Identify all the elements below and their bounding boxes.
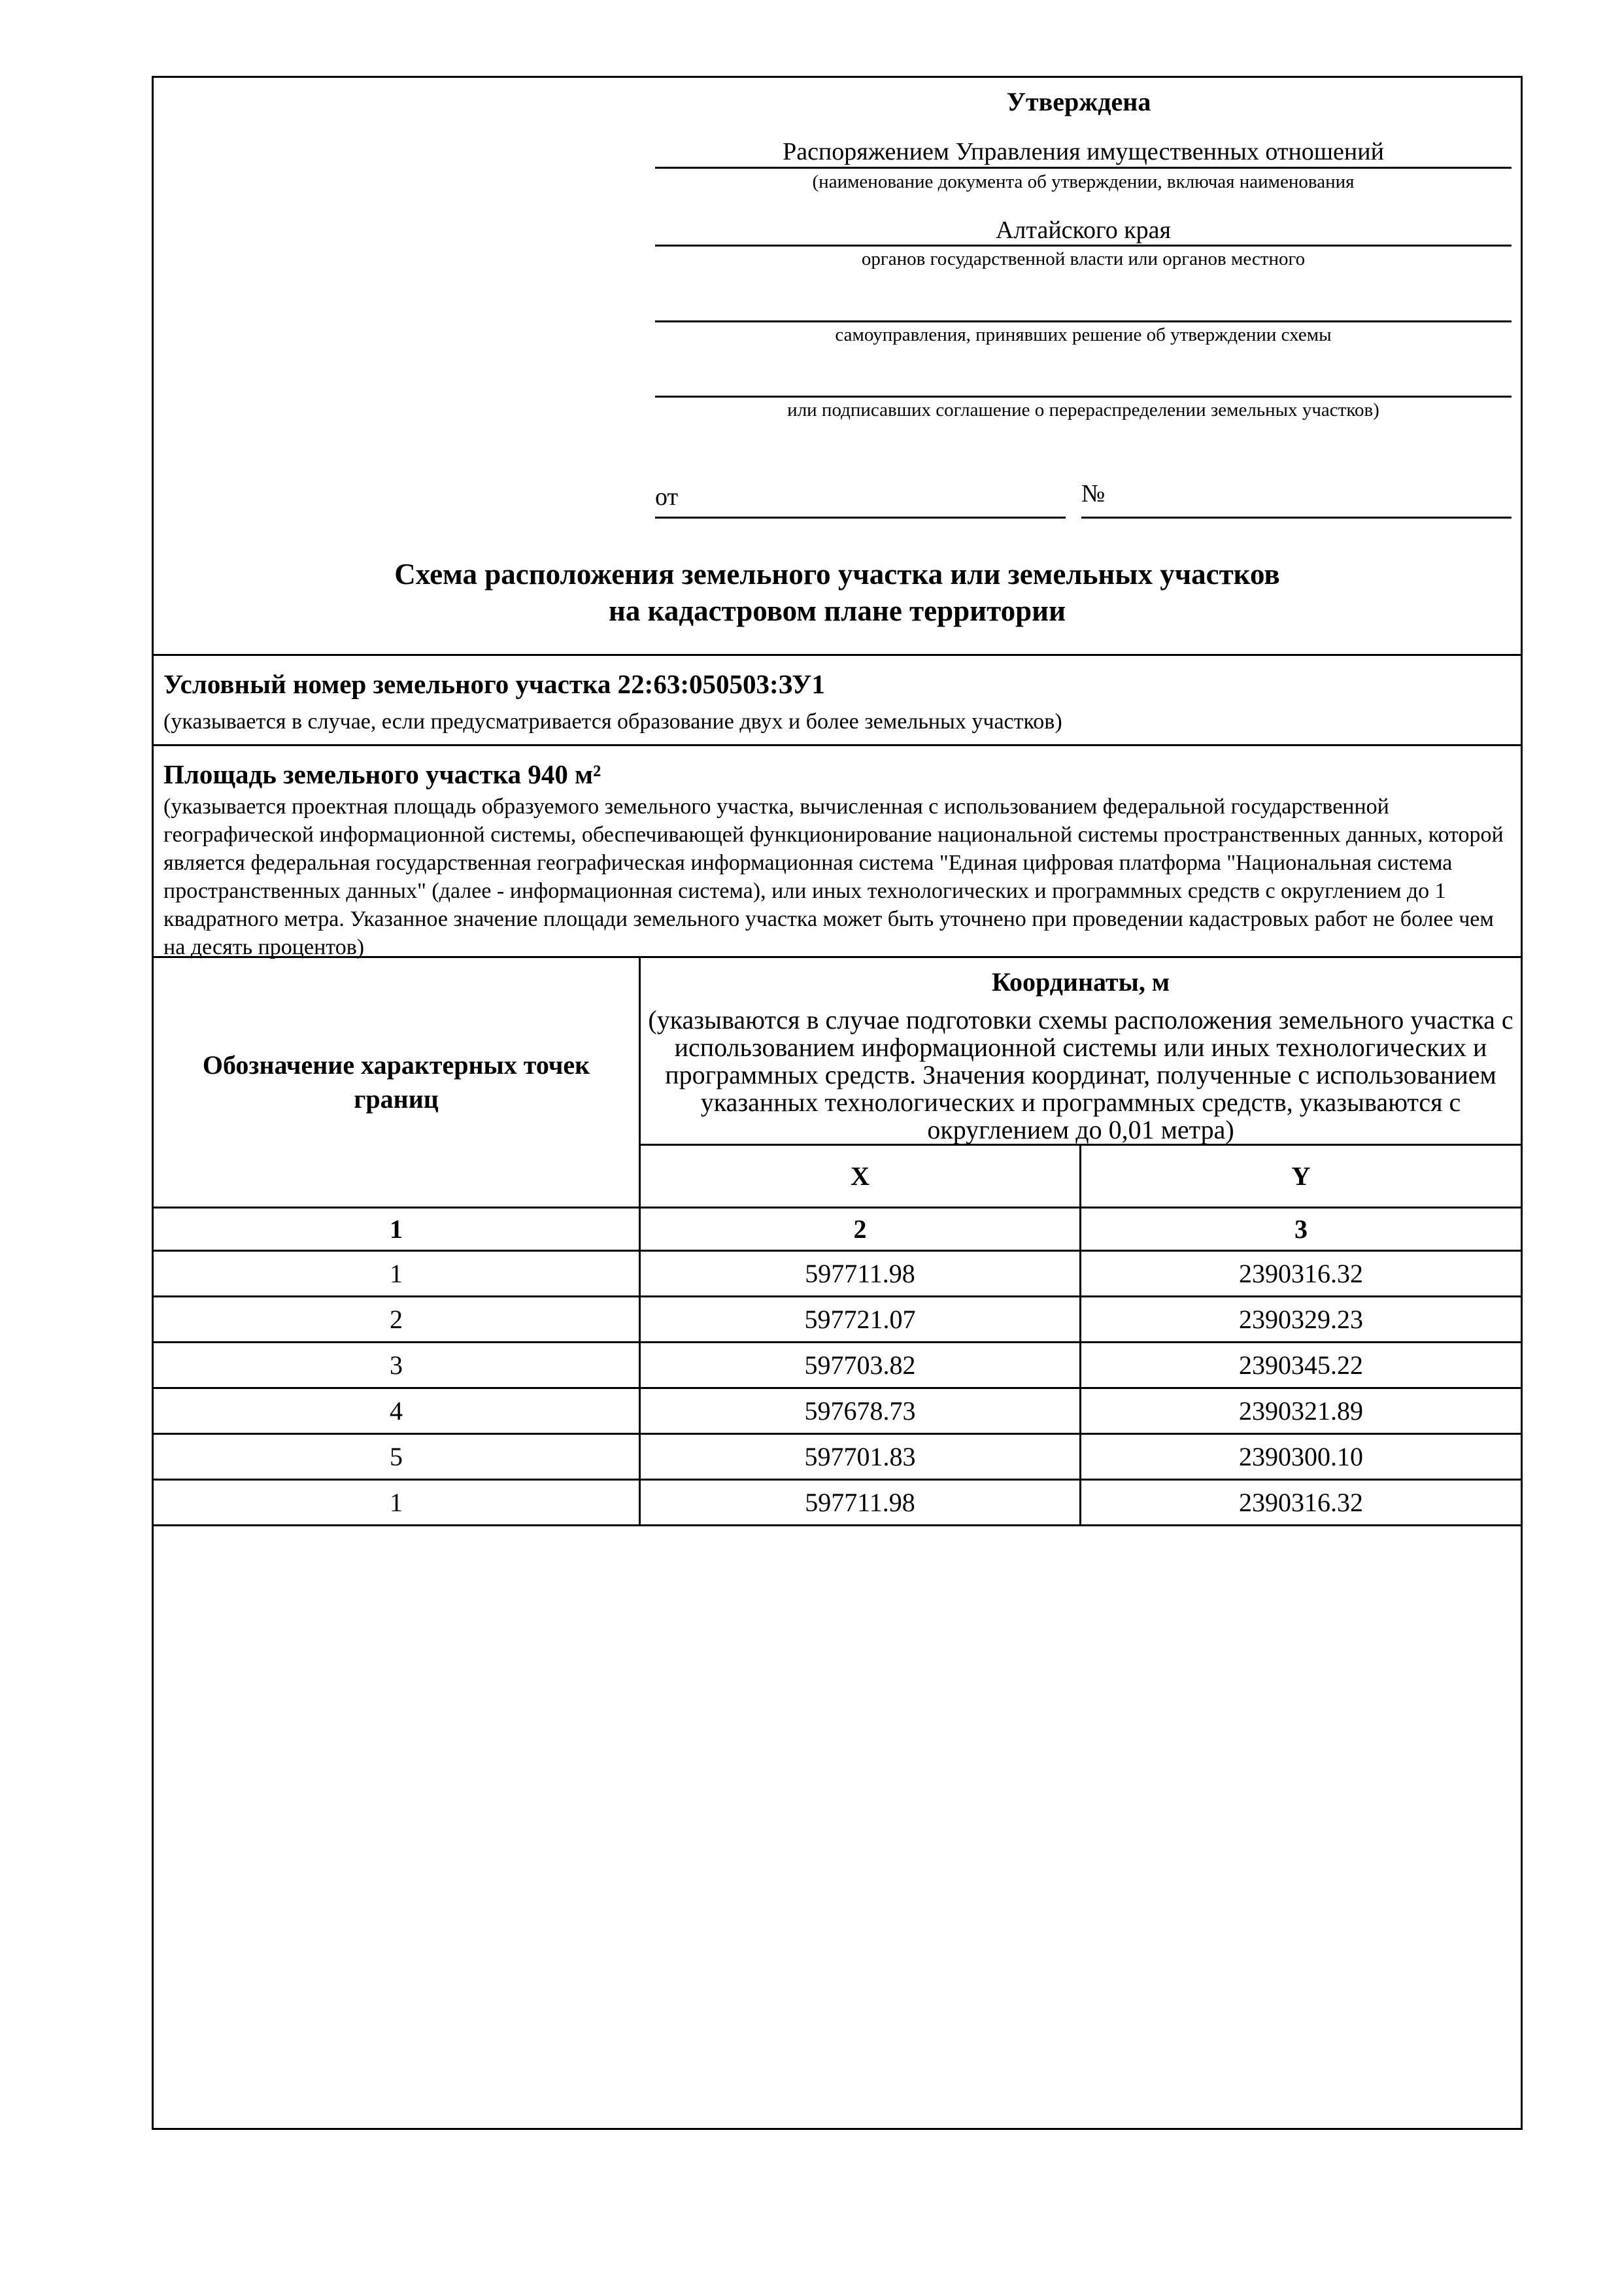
table-row	[153, 1343, 1522, 1388]
from-label: от	[655, 483, 679, 511]
approval-caption-2: органов государственной власти или органов местного	[861, 248, 1306, 269]
point-cell: 1	[153, 1251, 640, 1297]
x-cell: 597711.98	[640, 1480, 1081, 1526]
table-row	[153, 1388, 1522, 1434]
table-row	[153, 1434, 1522, 1480]
point-cell: 1	[153, 1480, 640, 1526]
table-row	[153, 1297, 1522, 1343]
point-cell: 2	[153, 1297, 640, 1343]
x-cell: 597711.98	[640, 1251, 1081, 1297]
approval-line-1	[655, 167, 1512, 169]
approval-authority-value: Алтайского края	[995, 216, 1172, 244]
x-header: X	[640, 1145, 1081, 1208]
area-note: (указывается проектная площадь образуемого земельного участка, вычисленная с использованием федеральной государственной географической информационной системы, обеспечивающей функционирование национальной системы пространственных данных, которой является федеральная государственная географическая информационная система "Единая цифровая платформа "Национальная система пространственных данных" (далее - информационная система), или иных технологических и программных средств с округлением до 1 квадратного метра. Указанное значение площади земельного участка может быть уточнено при проведении кадастровых работ не более чем на десять процентов)	[163, 795, 1504, 959]
table-row	[153, 1251, 1522, 1297]
column-number: 1	[153, 1208, 640, 1251]
y-cell: 2390316.32	[1081, 1251, 1522, 1297]
approval-caption-4: или подписавших соглашение о перераспределении земельных участков)	[787, 400, 1379, 420]
x-cell: 597701.83	[640, 1434, 1081, 1480]
area-title: Площадь земельного участка 940 м²	[163, 759, 601, 789]
point-cell: 4	[153, 1388, 640, 1434]
section-divider	[152, 744, 1523, 746]
from-date-line	[655, 517, 1066, 519]
coordinates-table	[152, 956, 1523, 1526]
schema-title-line-1: Схема расположения земельного участка или земельных участков	[394, 558, 1280, 591]
x-cell: 597721.07	[640, 1297, 1081, 1343]
y-cell: 2390345.22	[1081, 1343, 1522, 1388]
number-label: №	[1081, 480, 1106, 507]
plot-number-title: Условный номер земельного участка 22:63:050503:ЗУ1	[163, 669, 825, 699]
plot-number-note: (указывается в случае, если предусматривается образование двух и более земельных участков)	[163, 710, 1062, 734]
x-cell: 597678.73	[640, 1388, 1081, 1434]
schema-title-line-2: на кадастровом плане территории	[608, 594, 1066, 627]
approval-caption-3: самоуправления, принявших решение об утверждении схемы	[835, 324, 1332, 345]
approval-document-value: Распоряжением Управления имущественных отношений	[783, 138, 1384, 165]
section-divider	[152, 654, 1523, 656]
approval-line-3	[655, 320, 1512, 322]
y-cell: 2390316.32	[1081, 1480, 1522, 1526]
coords-note: (указываются в случае подготовки схемы расположения земельного участка с использованием информационной системы или иных технологических и программных средств. Значения координат, полученные с использованием указанных технологических и программных средств, указываются с округлением до 0,01 метра)	[640, 1006, 1522, 1145]
coords-header: Координаты, м	[640, 957, 1522, 1007]
points-header: Обозначение характерных точек границ	[153, 957, 640, 1208]
schema-title	[152, 556, 1523, 629]
y-header: Y	[1081, 1145, 1522, 1208]
point-cell: 5	[153, 1434, 640, 1480]
approval-caption-1: (наименование документа об утверждении, включая наименования	[812, 171, 1355, 192]
column-number: 3	[1081, 1208, 1522, 1251]
point-cell: 3	[153, 1343, 640, 1388]
x-cell: 597703.82	[640, 1343, 1081, 1388]
table-row	[153, 1480, 1522, 1526]
column-number: 2	[640, 1208, 1081, 1251]
approval-line-4	[655, 396, 1512, 398]
approval-title: Утверждена	[1006, 87, 1151, 116]
y-cell: 2390329.23	[1081, 1297, 1522, 1343]
y-cell: 2390321.89	[1081, 1388, 1522, 1434]
approval-line-2	[655, 245, 1512, 247]
number-line	[1081, 517, 1512, 519]
y-cell: 2390300.10	[1081, 1434, 1522, 1480]
